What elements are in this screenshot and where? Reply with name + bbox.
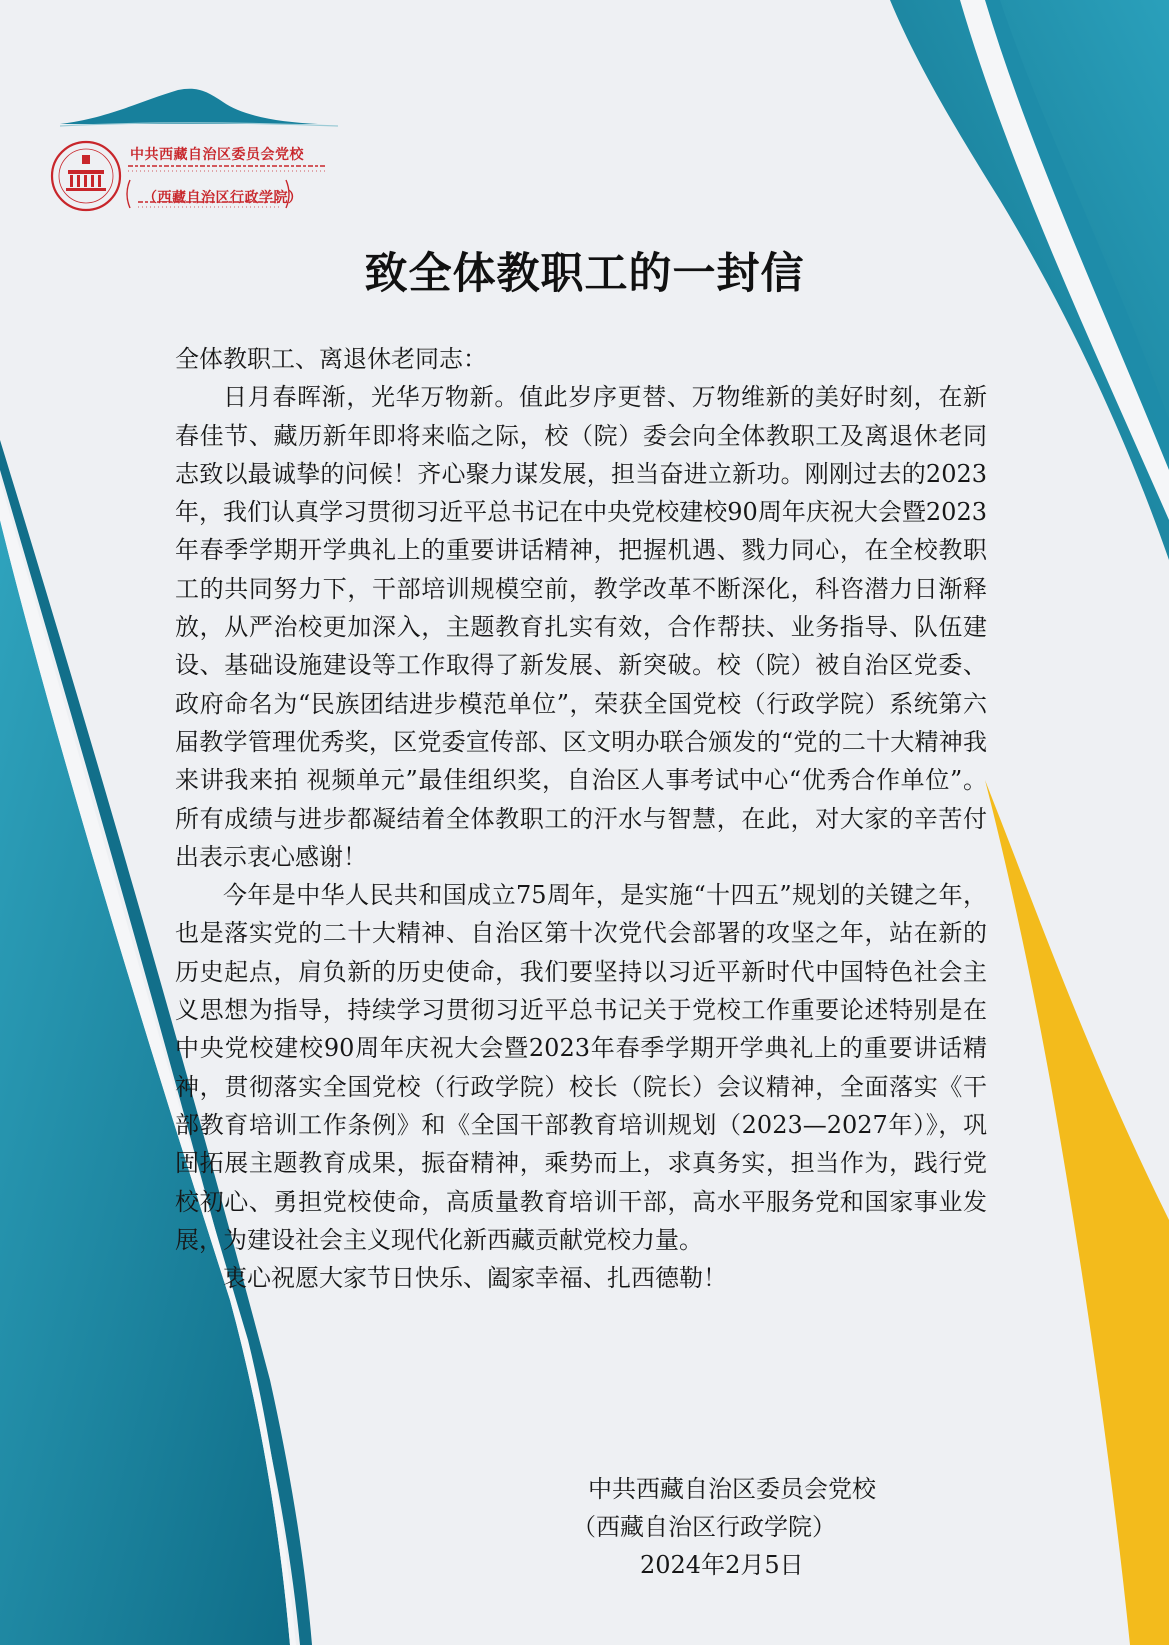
letter-title: 致全体教职工的一封信 <box>364 249 805 299</box>
bracket-left-icon <box>127 180 130 208</box>
right-gold-swoosh <box>985 780 1169 1645</box>
logo-org-subname: （西藏自治区行政学院） <box>143 190 303 206</box>
signature-org: 中共西藏自治区委员会党校 <box>588 1475 876 1503</box>
signature-block <box>560 1470 920 1584</box>
mountain-arc-icon <box>60 89 318 124</box>
signature-org-sub: （西藏自治区行政学院） <box>572 1513 836 1541</box>
signature-date: 2024年2月5日 <box>640 1551 804 1579</box>
party-seal-icon <box>52 142 120 210</box>
salutation: 全体教职工、离退休老同志： <box>175 345 487 373</box>
paragraph-2: 今年是中华人民共和国成立75周年，是实施“十四五”规划的关键之年，也是落实党的二十大精神、自治区第十次党代会部署的攻坚之年，站在新的历史起点，肩负新的历史使命，我们要坚持以习近平新时代中国特色社会主义思想为指导，持续学习贯彻习近平总书记关于党校工作重要论述特别是在中央党校建校90周年庆祝大会暨2023年春季学期开学典礼上的重要讲话精神，贯彻落实全国党校（行政学院）校长（院长）会议精神，全面落实《干部教育培训工作条例》和《全国干部教育培训规划（2023—2027年）》，巩固拓展主题教育成果，振奋精神，乘势而上，求真务实，担当作为，践行党校初心、勇担党校使命，高质量教育培训干部，高水平服务党和国家事业发展，为建设社会主义现代化新西藏贡献党校力量。 <box>175 881 987 1254</box>
paragraph-3: 衷心祝愿大家节日快乐、阖家幸福、扎西德勒！ <box>223 1264 727 1293</box>
paragraph-1: 日月春晖渐，光华万物新。值此岁序更替、万物维新的美好时刻，在新春佳节、藏历新年即将来临之际，校（院）委会向全体教职工及离退休老同志致以最诚挚的问候！齐心聚力谋发展，担当奋进立新功。刚刚过去的2023年，我们认真学习贯彻习近平总书记在中央党校建校90周年庆祝大会暨2023年春季学期开学典礼上的重要讲话精神，把握机遇、戮力同心，在全校教职工的共同努力下，干部培训规模空前，教学改革不断深化，科咨潜力日渐释放，从严治校更加深入，主题教育扎实有效，合作帮扶、业务指导、队伍建设、基础设施建设等工作取得了新发展、新突破。校（院）被自治区党委、政府命名为“民族团结进步模范单位”，荣获全国党校（行政学院）系统第六届教学管理优秀奖，区党委宣传部、区文明办联合颁发的“党的二十大精神我来讲我来拍 视频单元”最佳组织奖，自治区人事考试中心“优秀合作单位”。所有成绩与进步都凝结着全体教职工的汗水与智慧，在此，对大家的辛苦付出表示衷心感谢！ <box>175 383 987 871</box>
logo-org-name: 中共西藏自治区委员会党校 <box>130 147 304 163</box>
letter-body <box>175 340 987 1297</box>
